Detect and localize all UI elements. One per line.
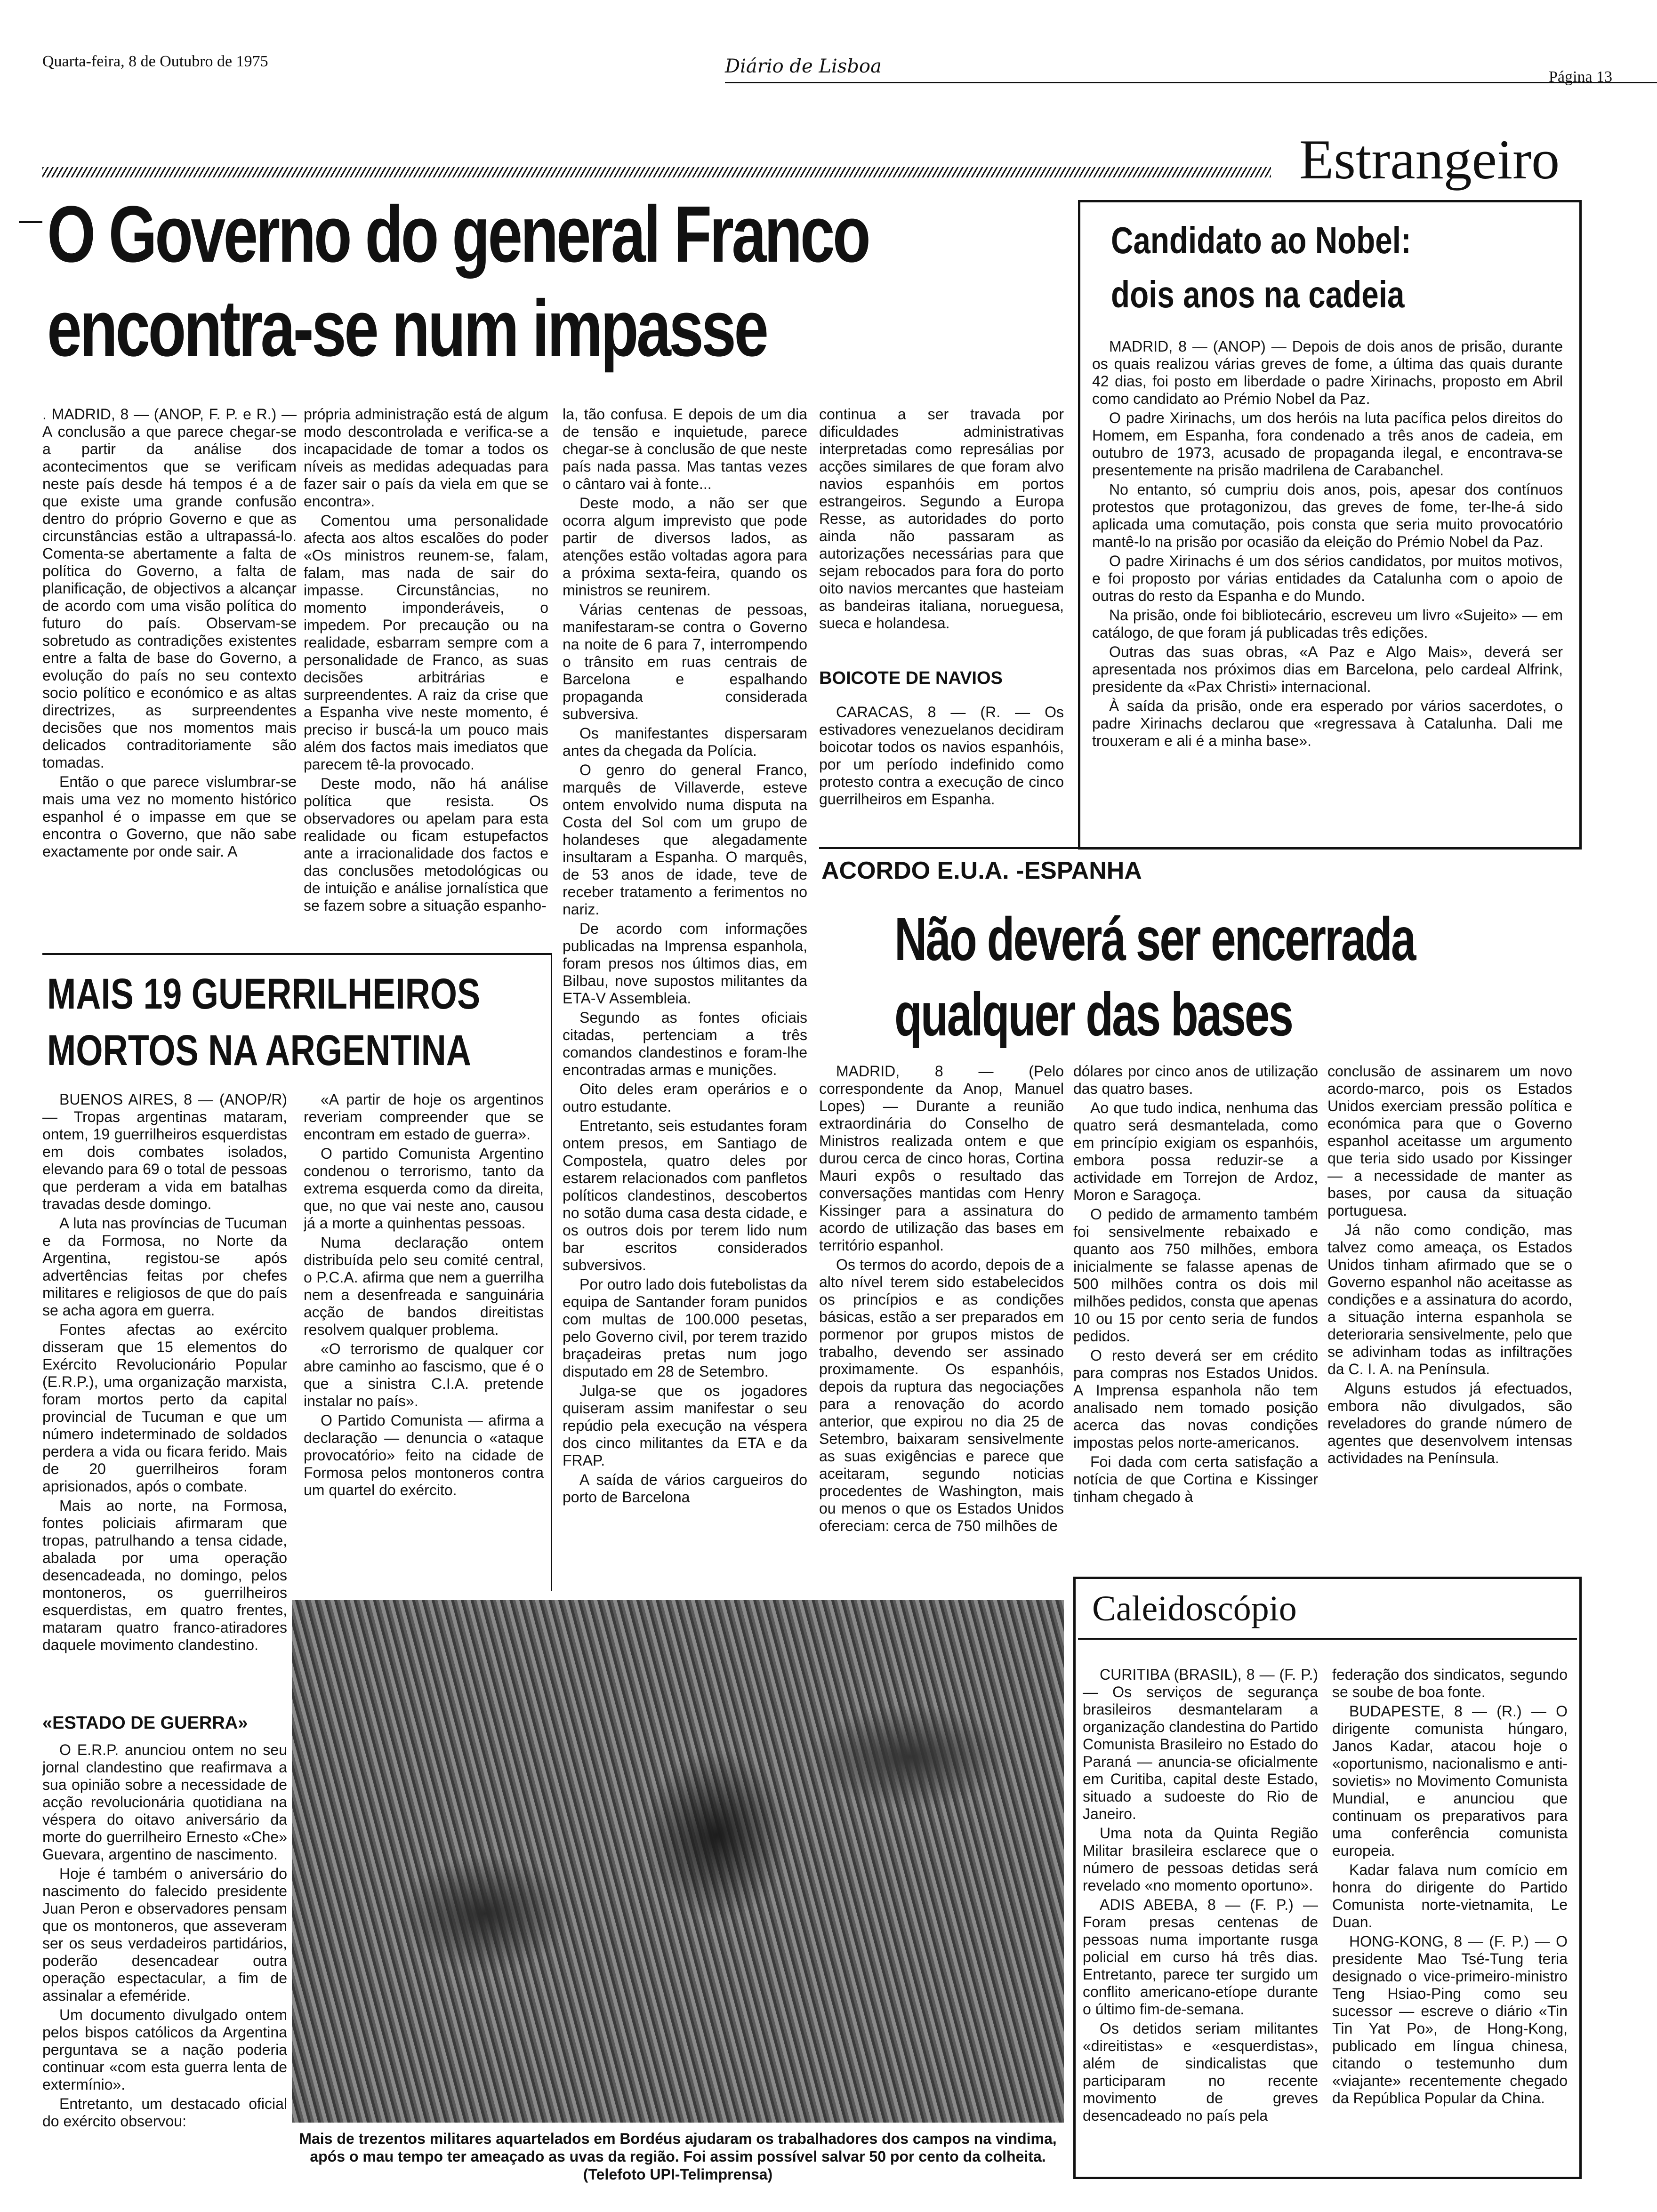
paragraph: O padre Xirinachs é um dos sérios candidatos, por muitos motivos, e foi proposto por várias entidades da Catalunha com o apoio de outras do resto da Espanha e do Mundo. bbox=[1092, 553, 1563, 604]
paragraph: Entretanto, um destacado oficial do exército observou: bbox=[42, 2095, 287, 2130]
caleidoscopio-col2 bbox=[1332, 1666, 1568, 2170]
masthead-underline-right bbox=[899, 82, 1657, 83]
issue-date: Quarta-feira, 8 de Outubro de 1975 bbox=[42, 53, 268, 70]
acordo-kicker: ACORDO E.U.A. -ESPANHA bbox=[821, 857, 1142, 884]
main-story-col4 bbox=[819, 406, 1064, 646]
paragraph: Então o que parece vislumbrar-se mais uma vez no momento histórico espanhol é o impasse em que se encontra o Governo, que não sabe exactamente por onde sair. A bbox=[42, 773, 297, 860]
paragraph: Outras das suas obras, «A Paz e Algo Mais», deverá ser apresentada nos próximos dias em Barcelona, pelo cardeal Alfrink, presidente da «Pax Christi» internacional. bbox=[1092, 643, 1563, 695]
paragraph: Já não como condição, mas talvez como ameaça, os Estados Unidos tinham afirmado que se o Governo espanhol não aceitasse as condições e a assinatura do acordo, a situação interna espanhola se deterioraria sensivelmente, pelo que se adivinham todas as infiltrações da C. I. A. na Península. bbox=[1327, 1221, 1572, 1378]
section-hatch-bar bbox=[42, 167, 1271, 177]
paragraph: HONG-KONG, 8 — (F. P.) — O presidente Mao Tsé-Tung teria designado o vice-primeiro-ministro Teng Hsiao-Ping como seu sucessor — escreve o diário «Tin Tin Yat Po», de Hong-Kong, publicado em língua chinesa, citando o testemunho dum «viajante» recentemente chegado da República Popular da China. bbox=[1332, 1933, 1568, 2107]
paragraph: Hoje é também o aniversário do nascimento do falecido presidente Juan Peron e observadores pensam que os montoneros, que asseveram ser os seus verdadeiros partidários, poderão desencadear outra operação espectacular, a fim de assinalar a efeméride. bbox=[42, 1865, 287, 2004]
paragraph: CURITIBA (BRASIL), 8 — (F. P.) — Os serviços de segurança brasileiros desmantelaram a organização clandestina do Partido Comunista Brasileiro no Estado do Paraná — anuncia-se oficialmente em Curitiba, capital deste Estado, situado a sudoeste do Rio de Janeiro. bbox=[1083, 1666, 1318, 1822]
nobel-headline-line2: dois anos na cadeia bbox=[1111, 273, 1405, 315]
main-story-col1 bbox=[42, 406, 297, 947]
caleidoscopio-col1 bbox=[1083, 1666, 1318, 2170]
vindima-photo bbox=[292, 1600, 1064, 2123]
paragraph: Kadar falava num comício em honra do dirigente do Partido Comunista norte-vietnamita, Le Duan. bbox=[1332, 1861, 1568, 1931]
paragraph: Por outro lado dois futebolistas da equipa de Santander foram punidos com multas de 100.000 pesetas, pelo Governo civil, por terem trazido braçadeiras pretas num jogo disputado em 28 de Setembro. bbox=[563, 1276, 807, 1380]
paragraph: A saída de vários cargueiros do porto de Barcelona bbox=[563, 1471, 807, 1506]
paragraph: MADRID, 8 — (ANOP) — Depois de dois anos de prisão, durante os quais realizou várias greves de fome, a última das quais durante 42 dias, foi posto em liberdade o padre Xirinachs, proposto em Abril como candidato ao Prémio Nobel da Paz. bbox=[1092, 338, 1563, 407]
paragraph: Oito deles eram operários e o outro estudante. bbox=[563, 1081, 807, 1115]
argentina-col1 bbox=[42, 1091, 287, 1703]
paragraph: O padre Xirinachs, um dos heróis na luta pacífica pelos direitos do Homem, em Espanha, fora condenado a três anos de cadeia, em outubro de 1973, acusado de propaganda ilegal, e encontrava-se presentemente na prisão madrilena de Carabanchel. bbox=[1092, 409, 1563, 479]
caleidoscopio-title-rule bbox=[1078, 1638, 1577, 1640]
paragraph: O pedido de armamento também foi sensivelmente rebaixado e quanto aos 750 milhões, embora inicialmente se falasse apenas de 500 milhões contra os dois mil milhões pedidos, consta que apenas 10 ou 15 por cento seria de fundos pedidos. bbox=[1073, 1206, 1318, 1345]
paragraph: dólares por cinco anos de utilização das quatro bases. bbox=[1073, 1063, 1318, 1097]
paragraph: BUDAPESTE, 8 — (R.) — O dirigente comunista húngaro, Janos Kadar, atacou hoje o «oportunismo, nacionalismo e anti-sovietis» no Movimento Comunista Mundial, e anunciou que continuam os preparativos para uma conferência comunista europeia. bbox=[1332, 1703, 1568, 1859]
paragraph: Na prisão, onde foi bibliotecário, escreveu um livro «Sujeito» — em catálogo, de que foram já publicadas três edições. bbox=[1092, 607, 1563, 641]
paragraph: O resto deverá ser em crédito para compras nos Estados Unidos. A Imprensa espanhola não tem analisado nem tomado posição acerca das novas condições impostas pelos norte-americanos. bbox=[1073, 1347, 1318, 1451]
paragraph: continua a ser travada por dificuldades administrativas interpretadas como represálias por acções similares de que foram alvo navios espanhóis em portos estrangeiros. Segundo a Europa Resse, as autoridades do porto ainda não passaram as autorizações necessárias para que sejam rebocados para fora do porto oito navios mercantes que hasteiam as bandeiras italiana, norueguesa, sueca e holandesa. bbox=[819, 406, 1064, 632]
paragraph: Mais ao norte, na Formosa, fontes policiais afirmaram que tropas, patrulhando a tensa cidade, abalada por uma operação desencadeada, no domingo, pelos montoneros, os guerrilheiros esquerdistas, em quatro frentes, mataram quatro franco-atiradores daquele movimento clandestino. bbox=[42, 1497, 287, 1653]
paragraph: Ao que tudo indica, nenhuma das quatro será desmantelada, como em princípio exigiam os espanhóis, embora possa reduzir-se a actividade em Torrejon de Ardoz, Moron e Saragoça. bbox=[1073, 1099, 1318, 1203]
paragraph: conclusão de assinarem um novo acordo-marco, pois os Estados Unidos exerciam pressão política e económica para que o Governo espanhol aceitasse um argumento que teria sido usado por Kissinger — a necessidade de manter as bases, por causa da situação portuguesa. bbox=[1327, 1063, 1572, 1219]
estado-guerra-heading: «ESTADO DE GUERRA» bbox=[42, 1713, 248, 1733]
paragraph: Várias centenas de pessoas, manifestaram-se contra o Governo na noite de 6 para 7, interrompendo o trânsito em ruas centrais de Barcelona e espalhando propaganda considerada subversiva. bbox=[563, 601, 807, 722]
paragraph: Os detidos seriam militantes «direitistas» e «esquerdistas», além de sindicalistas que participaram no recente movimento de greves desencadeado no país pela bbox=[1083, 2020, 1318, 2124]
paragraph: «O terrorismo de qualquer cor abre caminho ao fascismo, que é o que a sinistra C.I.A. pretende instalar no país». bbox=[304, 1340, 544, 1410]
paragraph: Numa declaração ontem distribuída pelo seu comité central, o P.C.A. afirma que nem a guerrilha nem a desenfreada e sanguinária acção de bandos direitistas resolvem qualquer problema. bbox=[304, 1234, 544, 1338]
boicote-heading: BOICOTE DE NAVIOS bbox=[819, 668, 1003, 688]
acordo-col1 bbox=[819, 1063, 1064, 1590]
paragraph: Deste modo, a não ser que ocorra algum imprevisto que pode partir de diversos lados, as atenções estão voltadas agora para a próxima sexta-feira, quando os ministros se reunirem. bbox=[563, 495, 807, 599]
paragraph: BUENOS AIRES, 8 — (ANOP/R) — Tropas argentinas mataram, ontem, 19 guerrilheiros esquerdistas em dois combates isolados, elevando para 69 o total de pessoas que perderam a vida em batalhas travadas desde domingo. bbox=[42, 1091, 287, 1212]
acordo-top-rule bbox=[819, 847, 1577, 849]
paragraph: ADIS ABEBA, 8 — (F. P.) — Foram presas centenas de pessoas numa importante rusga policial em curso há três dias. Entretanto, parece ter surgido um conflito americano-etíope durante o último fim-de-semana. bbox=[1083, 1896, 1318, 2018]
main-headline-line2: encontra-se num impasse bbox=[47, 284, 767, 373]
paragraph: Foi dada com certa satisfação a notícia de que Cortina e Kissinger tinham chegado à bbox=[1073, 1453, 1318, 1505]
main-story-col3 bbox=[563, 406, 807, 1582]
paragraph: Fontes afectas ao exército disseram que 15 elementos do Exército Revolucionário Popular (E.R.P.), uma organização marxista, foram mortos perto da capital provincial de Tucuman e que um número indeterminado de soldados perdera a vida ou ficara ferido. Mais de 20 guerrilheiros foram aprisionados, após o combate. bbox=[42, 1321, 287, 1495]
paragraph: O E.R.P. anunciou ontem no seu jornal clandestino que reafirmava a sua opinião sobre a necessidade de acção revolucionária quotidiana na véspera do oitavo aniversário da morte do guerrilheiro Ernesto «Che» Guevara, argentino de nascimento. bbox=[42, 1741, 287, 1863]
paragraph: Comentou uma personalidade afecta aos altos escalões do poder «Os ministros reunem-se, falam, falam, mas nada de sair do impasse. Circunstâncias, no momento imponderáveis, o impedem. Por precaução ou na realidade, esbarram sempre com a personalidade de Franco, as suas decisões arbitrárias e surpreendentes. A raiz da crise que a Espanha vive neste momento, é preciso ir buscá-la um pouco mais além dos factos mais imediatos que parecem tê-la provocado. bbox=[304, 512, 548, 773]
argentina-headline-line2: MORTOS NA ARGENTINA bbox=[47, 1026, 471, 1074]
nobel-body bbox=[1092, 338, 1563, 837]
argentina-headline-line1: MAIS 19 GUERRILHEIROS bbox=[47, 970, 481, 1018]
paragraph: À saída da prisão, onde era esperado por vários sacerdotes, o padre Xirinachs declarou que «regressava à Catalunha. Dali me trouxeram e ali é a minha base». bbox=[1092, 697, 1563, 749]
paragraph: De acordo com informações publicadas na Imprensa espanhola, foram presos nos últimos dias, em Bilbau, nove supostos militantes da ETA-V Assembleia. bbox=[563, 920, 807, 1007]
page-number: Página 13 bbox=[1549, 68, 1613, 86]
paragraph: Segundo as fontes oficiais citadas, pertenciam a três comandos clandestinos e foram-lhe encontradas armas e munições. bbox=[563, 1009, 807, 1078]
acordo-col3 bbox=[1327, 1063, 1572, 1533]
acordo-headline-line1: Não deverá ser encerrada bbox=[894, 905, 1415, 973]
paragraph: O genro do general Franco, marquês de Villaverde, esteve ontem envolvido numa disputa na Costa del Sol com um grupo de holandeses que alegadamente insultaram a Espanha. O marquês, de 53 anos de idade, teve de receber tratamento a ferimentos no nariz. bbox=[563, 761, 807, 918]
paragraph: Um documento divulgado ontem pelos bispos católicos da Argentina perguntava se a nação poderia continuar «com esta guerra lenta de extermínio». bbox=[42, 2006, 287, 2093]
main-story-col2 bbox=[304, 406, 548, 947]
paragraph: O partido Comunista Argentino condenou o terrorismo, tanto da extrema esquerda como da direita, que, no que vai neste ano, causou já a morte a quinhentas pessoas. bbox=[304, 1145, 544, 1232]
argentina-col2 bbox=[304, 1091, 544, 1590]
paragraph: Uma nota da Quinta Região Militar brasileira esclarece que o número de pessoas detidas será revelado «no momento oportuno». bbox=[1083, 1825, 1318, 1894]
paragraph: Os termos do acordo, depois de a alto nível terem sido estabelecidos os princípios e as condições básicas, estão a ser preparados em pormenor por grupos mistos de trabalho, devendo ser assinado proximamente. Os espanhóis, depois da ruptura das negociações para a renovação do acordo anterior, que expirou no dia 25 de Setembro, baixaram sensivelmente as suas exigências e parece que aceitaram, segundo noticias procedentes de Washington, mais ou menos o que os Estados Unidos ofereciam: cerca de 750 milhões de bbox=[819, 1256, 1064, 1534]
paragraph: federação dos sindicatos, segundo se soube de boa fonte. bbox=[1332, 1666, 1568, 1700]
argentina-col1b bbox=[42, 1741, 287, 2193]
photo-caption: Mais de trezentos militares aquartelados em Bordéus ajudaram os trabalhadores dos campos na vindima, após o mau tempo ter ameaçado as uvas da região. Foi assim possível salvar 50 por cento da colheita. (Telefoto UPI-Telimprensa) bbox=[299, 2130, 1057, 2183]
paragraph: la, tão confusa. E depois de um dia de tensão e inquietude, parece chegar-se à conclusão de que neste país nada passa. Mas tantas vezes o cântaro vai à fonte... bbox=[563, 406, 807, 492]
paragraph: O Partido Comunista — afirma a declaração — denuncia o «ataque provocatório» feito na cidade de Formosa pelos montoneros contra um quartel do exército. bbox=[304, 1412, 544, 1499]
acordo-col2 bbox=[1073, 1063, 1318, 1590]
argentina-right-rule bbox=[551, 953, 552, 1591]
section-title: Estrangeiro bbox=[1299, 128, 1560, 191]
paragraph: Julga-se que os jogadores quiseram assim manifestar o seu repúdio pela execução na véspera dos cinco militantes da ETA e da FRAP. bbox=[563, 1382, 807, 1469]
nobel-headline-line1: Candidato ao Nobel: bbox=[1111, 219, 1411, 261]
paragraph: própria administração está de algum modo descontrolada e verifica-se a incapacidade de tomar a todos os níveis as medidas adequadas para fazer sair o país da viela em que se encontra». bbox=[304, 406, 548, 510]
masthead: Diário de Lisboa bbox=[725, 56, 882, 77]
paragraph: . MADRID, 8 — (ANOP, F. P. e R.) — A conclusão a que parece chegar-se a partir da análise dos acontecimentos que se verificam neste país desde há tempos é a de que existe uma grande confusão dentro do próprio Governo e que as circunstâncias estão a ultrapassá-lo. Comenta-se abertamente a falta de política do Governo, a falta de planificação, de objectivos a alcançar de acordo com uma visão política do futuro do país. Observam-se sobretudo as contradições existentes entre a falta de base do Governo, a evolução do país no seu contexto socio político e económico e as altas directrizes, as surpreendentes decisões que nos momentos mais delicados contraditoriamente são tomadas. bbox=[42, 406, 297, 771]
paragraph: Os manifestantes dispersaram antes da chegada da Polícia. bbox=[563, 725, 807, 759]
paragraph: Alguns estudos já efectuados, embora não divulgados, são reveladores do grande número de agentes que desenvolvem intensas actividades na Península. bbox=[1327, 1380, 1572, 1467]
paragraph: CARACAS, 8 — (R. — Os estivadores venezuelanos decidiram boicotar todos os navios espanhóis, por um período indefinido como protesto contra a execução de cinco guerrilheiros em Espanha. bbox=[819, 704, 1064, 808]
paragraph: Deste modo, não há análise política que resista. Os observadores ou apelam para esta realidade ou ficam estupefactos ante a irracionalidade dos factos e das conclusões metodológicas ou de intuição e análise jornalística que se fazem sobre a situação espanho- bbox=[304, 775, 548, 914]
argentina-top-rule bbox=[42, 953, 551, 955]
boicote-body bbox=[819, 704, 1064, 840]
paragraph: Entretanto, seis estudantes foram ontem presos, em Santiago de Compostela, quatro deles por estarem relacionados com panfletos políticos clandestinos, descobertos no sotão duma casa desta cidade, e os outros dois por terem lido num bar escritos considerados subversivos. bbox=[563, 1117, 807, 1274]
paragraph: «A partir de hoje os argentinos reveriam compreender que se encontram em estado de guerra». bbox=[304, 1091, 544, 1143]
margin-mark bbox=[19, 221, 42, 223]
acordo-headline-line2: qualquer das bases bbox=[894, 980, 1292, 1049]
caleidoscopio-title: Caleidoscópio bbox=[1092, 1589, 1297, 1628]
main-headline-line1: O Governo do general Franco bbox=[47, 190, 869, 279]
paragraph: No entanto, só cumpriu dois anos, pois, apesar dos contínuos protestos que protagonizou, das greves de fome, ter-lhe-á sido aplicada uma comutação, pois consta que seria muito provocatório mantê-lo na prisão por ocasião da eleição do Prémio Nobel da Paz. bbox=[1092, 481, 1563, 550]
paragraph: MADRID, 8 — (Pelo correspondente da Anop, Manuel Lopes) — Durante a reunião extraordinária do Conselho de Ministros realizada ontem e que durou cerca de cinco horas, Cortina Mauri expôs o resultado das conversações mantidas com Henry Kissinger para a assinatura do acordo de utilização das bases em território espanhol. bbox=[819, 1063, 1064, 1254]
paragraph: A luta nas províncias de Tucuman e da Formosa, no Norte da Argentina, registou-se após advertências feitas por chefes militares e religiosos de que do país se acha agora em guerra. bbox=[42, 1215, 287, 1319]
